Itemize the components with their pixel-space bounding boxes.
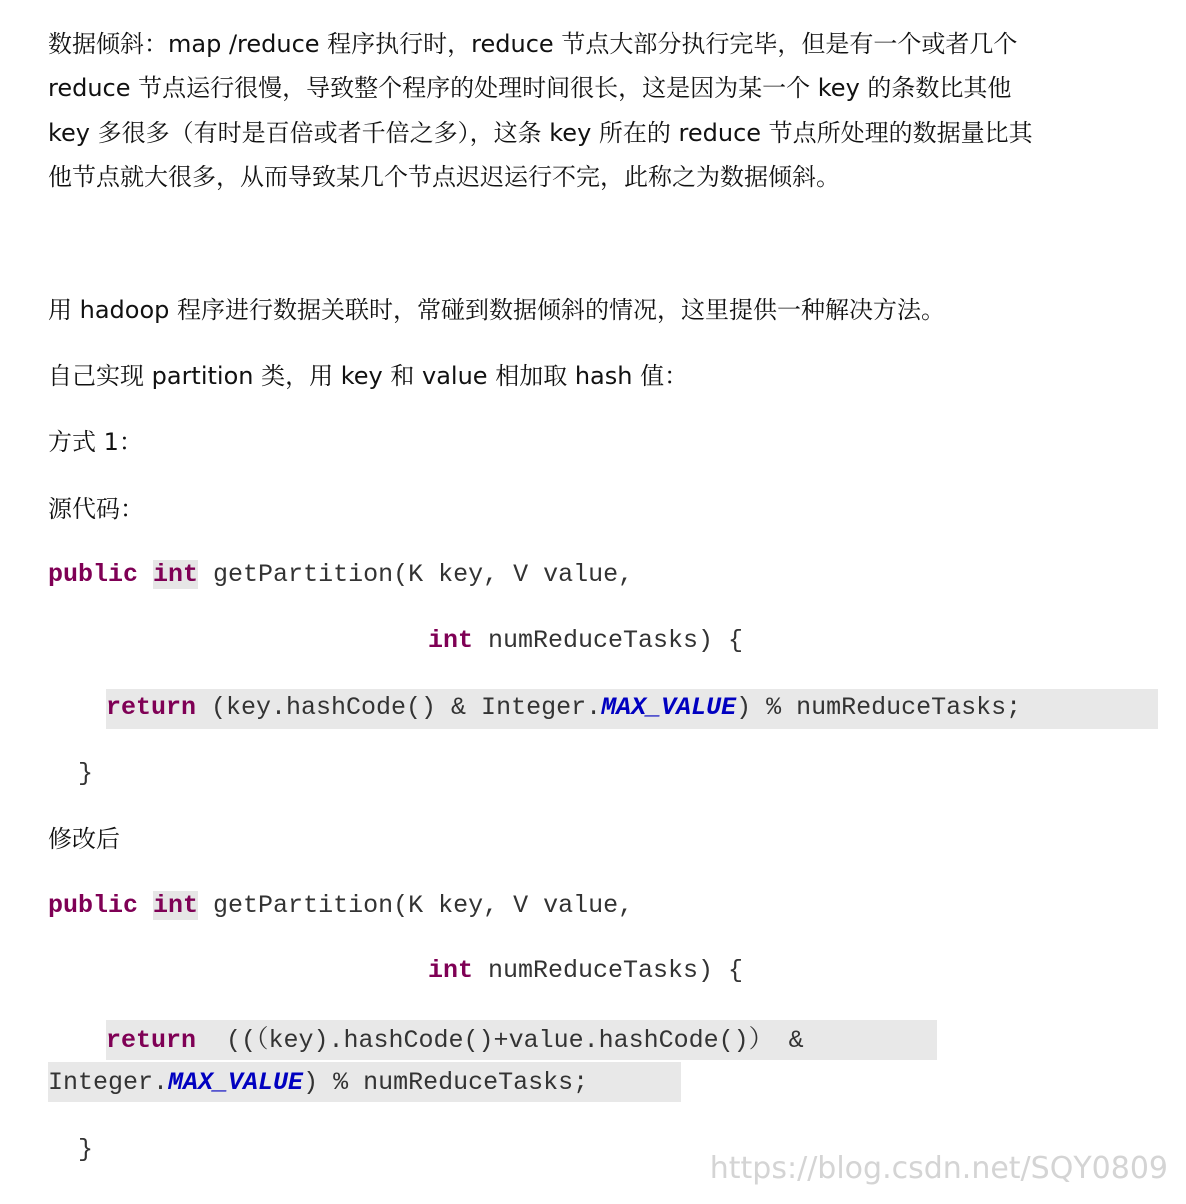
keyword-return: return [106, 693, 197, 722]
method-label: 方式 1： [48, 428, 143, 456]
hadoop-intro: 用 hadoop 程序进行数据关联时，常碰到数据倾斜的情况，这里提供一种解决方法。 [48, 296, 946, 324]
keyword-public: public [48, 560, 139, 589]
code-original-return [106, 688, 1021, 728]
method-signature: getPartition(K key, V value, [198, 891, 634, 920]
keyword-int: int [153, 891, 199, 920]
constant-max-value: MAX_VALUE [601, 693, 737, 722]
return-expr-integer: Integer. [48, 1068, 169, 1097]
partition-intro: 自己实现 partition 类，用 key 和 value 相加取 hash 值： [48, 362, 689, 390]
constant-max-value: MAX_VALUE [168, 1068, 304, 1097]
keyword-int: int [428, 956, 474, 985]
skew-paragraph-line-4: 他节点就大很多，从而导致某几个节点迟迟运行不完，此称之为数据倾斜。 [48, 163, 840, 191]
code-original-close-brace: } [78, 759, 94, 788]
code-original-signature [48, 555, 633, 595]
skew-paragraph-line-2: reduce 节点运行很慢，导致整个程序的处理时间很长，这是因为某一个 key 的条数比其他 [48, 74, 1012, 102]
modified-label: 修改后 [48, 825, 120, 853]
skew-paragraph-line-1: 数据倾斜：map /reduce 程序执行时，reduce 节点大部分执行完毕，但是有一个或者几个 [48, 30, 1018, 58]
code-original-params [428, 621, 743, 661]
keyword-public: public [48, 891, 139, 920]
return-expr: (key.hashCode() & Integer. [196, 693, 602, 722]
skew-paragraph-line-3: key 多很多（有时是百倍或者千倍之多），这条 key 所在的 reduce 节点所处理的数据量比其 [48, 119, 1033, 147]
param-text: numReduceTasks) { [473, 956, 744, 985]
watermark: https://blog.csdn.net/SQY0809 [709, 1151, 1168, 1186]
return-expr-tail: ) % numReduceTasks; [736, 693, 1022, 722]
code-modified-signature [48, 886, 633, 926]
keyword-return: return [106, 1026, 197, 1055]
code-modified-close-brace: } [78, 1135, 94, 1164]
return-expr-tail: ) % numReduceTasks; [303, 1068, 589, 1097]
return-expr: ((（key).hashCode()+value.hashCode()） & [196, 1026, 804, 1055]
code-modified-return-cont [48, 1063, 588, 1103]
keyword-int: int [428, 626, 474, 655]
code-modified-params [428, 951, 743, 991]
code-modified-return [106, 1021, 804, 1061]
keyword-int: int [153, 560, 199, 589]
source-code-label: 源代码： [48, 495, 144, 523]
param-text: numReduceTasks) { [473, 626, 744, 655]
method-signature: getPartition(K key, V value, [198, 560, 634, 589]
